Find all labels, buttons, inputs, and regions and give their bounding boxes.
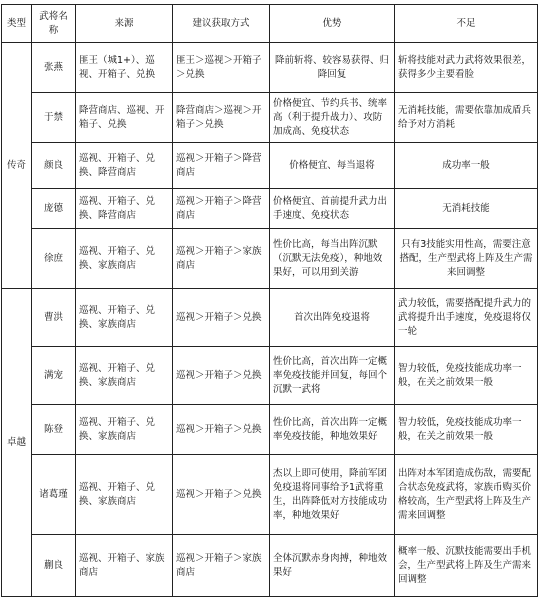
table-row	[2, 289, 538, 347]
advantage-cell: 杰以上即可使用，降前军团免疫退将同事给予1武将重生，出阵降低对方技能成功率，种地效果好	[270, 455, 395, 535]
table-row	[2, 189, 538, 229]
method-cell: 巡视＞开箱子＞兑换	[173, 347, 270, 405]
weakness-cell: 斩将技能对武力武将效果很差，获得多少主要看脸	[395, 43, 538, 93]
source-cell: 匪王（城1+）、巡视、开箱子、兑换	[76, 43, 173, 93]
advantage-cell: 性价比高，首次出阵一定概率免疫技能并回复，每回个沉默一武将	[270, 347, 395, 405]
advantage-cell: 首次出阵免疫退将	[270, 289, 395, 347]
general-acquisition-table	[1, 4, 538, 597]
source-cell: 巡视、开箱子、兑换、降营商店	[76, 143, 173, 189]
header-weakness: 不足	[395, 5, 538, 43]
weakness-cell: 概率一般、沉默技能需要出手机会，生产型武将上阵及生产需来回调整	[395, 535, 538, 597]
general-name: 陈登	[32, 405, 76, 455]
header-row	[2, 5, 538, 43]
method-cell: 巡视＞开箱子＞家族商店	[173, 229, 270, 289]
general-name: 徐庶	[32, 229, 76, 289]
weakness-cell: 成功率一般	[395, 143, 538, 189]
method-cell: 巡视＞开箱子＞降营商店	[173, 189, 270, 229]
type-cell-excellent: 卓越	[2, 289, 32, 597]
advantage-cell: 性价比高，每当出阵沉默（沉默无法免疫），种地效果好，可以用到关游	[270, 229, 395, 289]
advantage-cell: 全体沉默赤身肉搏，种地效果好	[270, 535, 395, 597]
source-cell: 巡视、开箱子、兑换、家族商店	[76, 347, 173, 405]
weakness-cell: 武力较低，需要搭配提升武力的武将提升出手速度，免疫退将仅一轮	[395, 289, 538, 347]
general-name: 曹洪	[32, 289, 76, 347]
table-row	[2, 43, 538, 93]
method-cell: 巡视＞开箱子＞兑换	[173, 455, 270, 535]
general-name: 诸葛瑾	[32, 455, 76, 535]
table-row	[2, 229, 538, 289]
weakness-cell: 出阵对本军团造成伤敌，需要配合状态免疫武将，家族币购买价格较高，生产型武将上阵及生产需来回调整	[395, 455, 538, 535]
weakness-cell: 无消耗技能，需要依靠加成盾兵给予对方消耗	[395, 93, 538, 143]
weakness-cell: 只有3技能实用性高，需要注意搭配，生产型武将上阵及生产需来回调整	[395, 229, 538, 289]
method-cell: 巡视＞开箱子＞家族商店	[173, 535, 270, 597]
header-advantage: 优势	[270, 5, 395, 43]
source-cell: 巡视、开箱子、兑换、家族商店	[76, 289, 173, 347]
header-type: 类型	[2, 5, 32, 43]
advantage-cell: 价格便宜、每当退将	[270, 143, 395, 189]
header-method: 建议获取方式	[173, 5, 270, 43]
method-cell: 匪王＞巡视＞开箱子＞兑换	[173, 43, 270, 93]
type-cell-legendary: 传奇	[2, 43, 32, 289]
table-row	[2, 347, 538, 405]
weakness-cell: 智力较低，免疫技能成功率一般，在关之前效果一般	[395, 405, 538, 455]
advantage-cell: 降前斩将、较容易获得、归降回复	[270, 43, 395, 93]
header-source: 来源	[76, 5, 173, 43]
weakness-cell: 无消耗技能	[395, 189, 538, 229]
table-row	[2, 455, 538, 535]
source-cell: 巡视、开箱子、兑换、降营商店	[76, 189, 173, 229]
method-cell: 巡视＞开箱子＞兑换	[173, 289, 270, 347]
general-name: 蒯良	[32, 535, 76, 597]
general-name: 颜良	[32, 143, 76, 189]
method-cell: 降营商店＞巡视＞开箱子＞兑换	[173, 93, 270, 143]
general-name: 满宠	[32, 347, 76, 405]
table-row	[2, 535, 538, 597]
advantage-cell: 价格便宜、首前提升武力出手速度、免疫状态	[270, 189, 395, 229]
guide-table-container	[0, 4, 538, 597]
table-row	[2, 93, 538, 143]
general-name: 庞德	[32, 189, 76, 229]
source-cell: 巡视、开箱子、家族商店	[76, 535, 173, 597]
table-row	[2, 405, 538, 455]
advantage-cell: 性价比高，首次出阵一定概率免疫技能，种地效果好	[270, 405, 395, 455]
source-cell: 巡视、开箱子、兑换、家族商店	[76, 455, 173, 535]
general-name: 于禁	[32, 93, 76, 143]
advantage-cell: 价格便宜、节约兵书、统率高（利于提升战力）、攻防加成高、免疫状态	[270, 93, 395, 143]
weakness-cell: 智力较低，免疫技能成功率一般，在关之前效果一般	[395, 347, 538, 405]
general-name: 张燕	[32, 43, 76, 93]
header-general-name: 武将名称	[32, 5, 76, 43]
source-cell: 巡视、开箱子、兑换、家族商店	[76, 405, 173, 455]
method-cell: 巡视＞开箱子＞降营商店	[173, 143, 270, 189]
table-row	[2, 143, 538, 189]
source-cell: 降营商店、巡视、开箱子、兑换	[76, 93, 173, 143]
source-cell: 巡视、开箱子、兑换、家族商店	[76, 229, 173, 289]
method-cell: 巡视＞开箱子＞兑换	[173, 405, 270, 455]
